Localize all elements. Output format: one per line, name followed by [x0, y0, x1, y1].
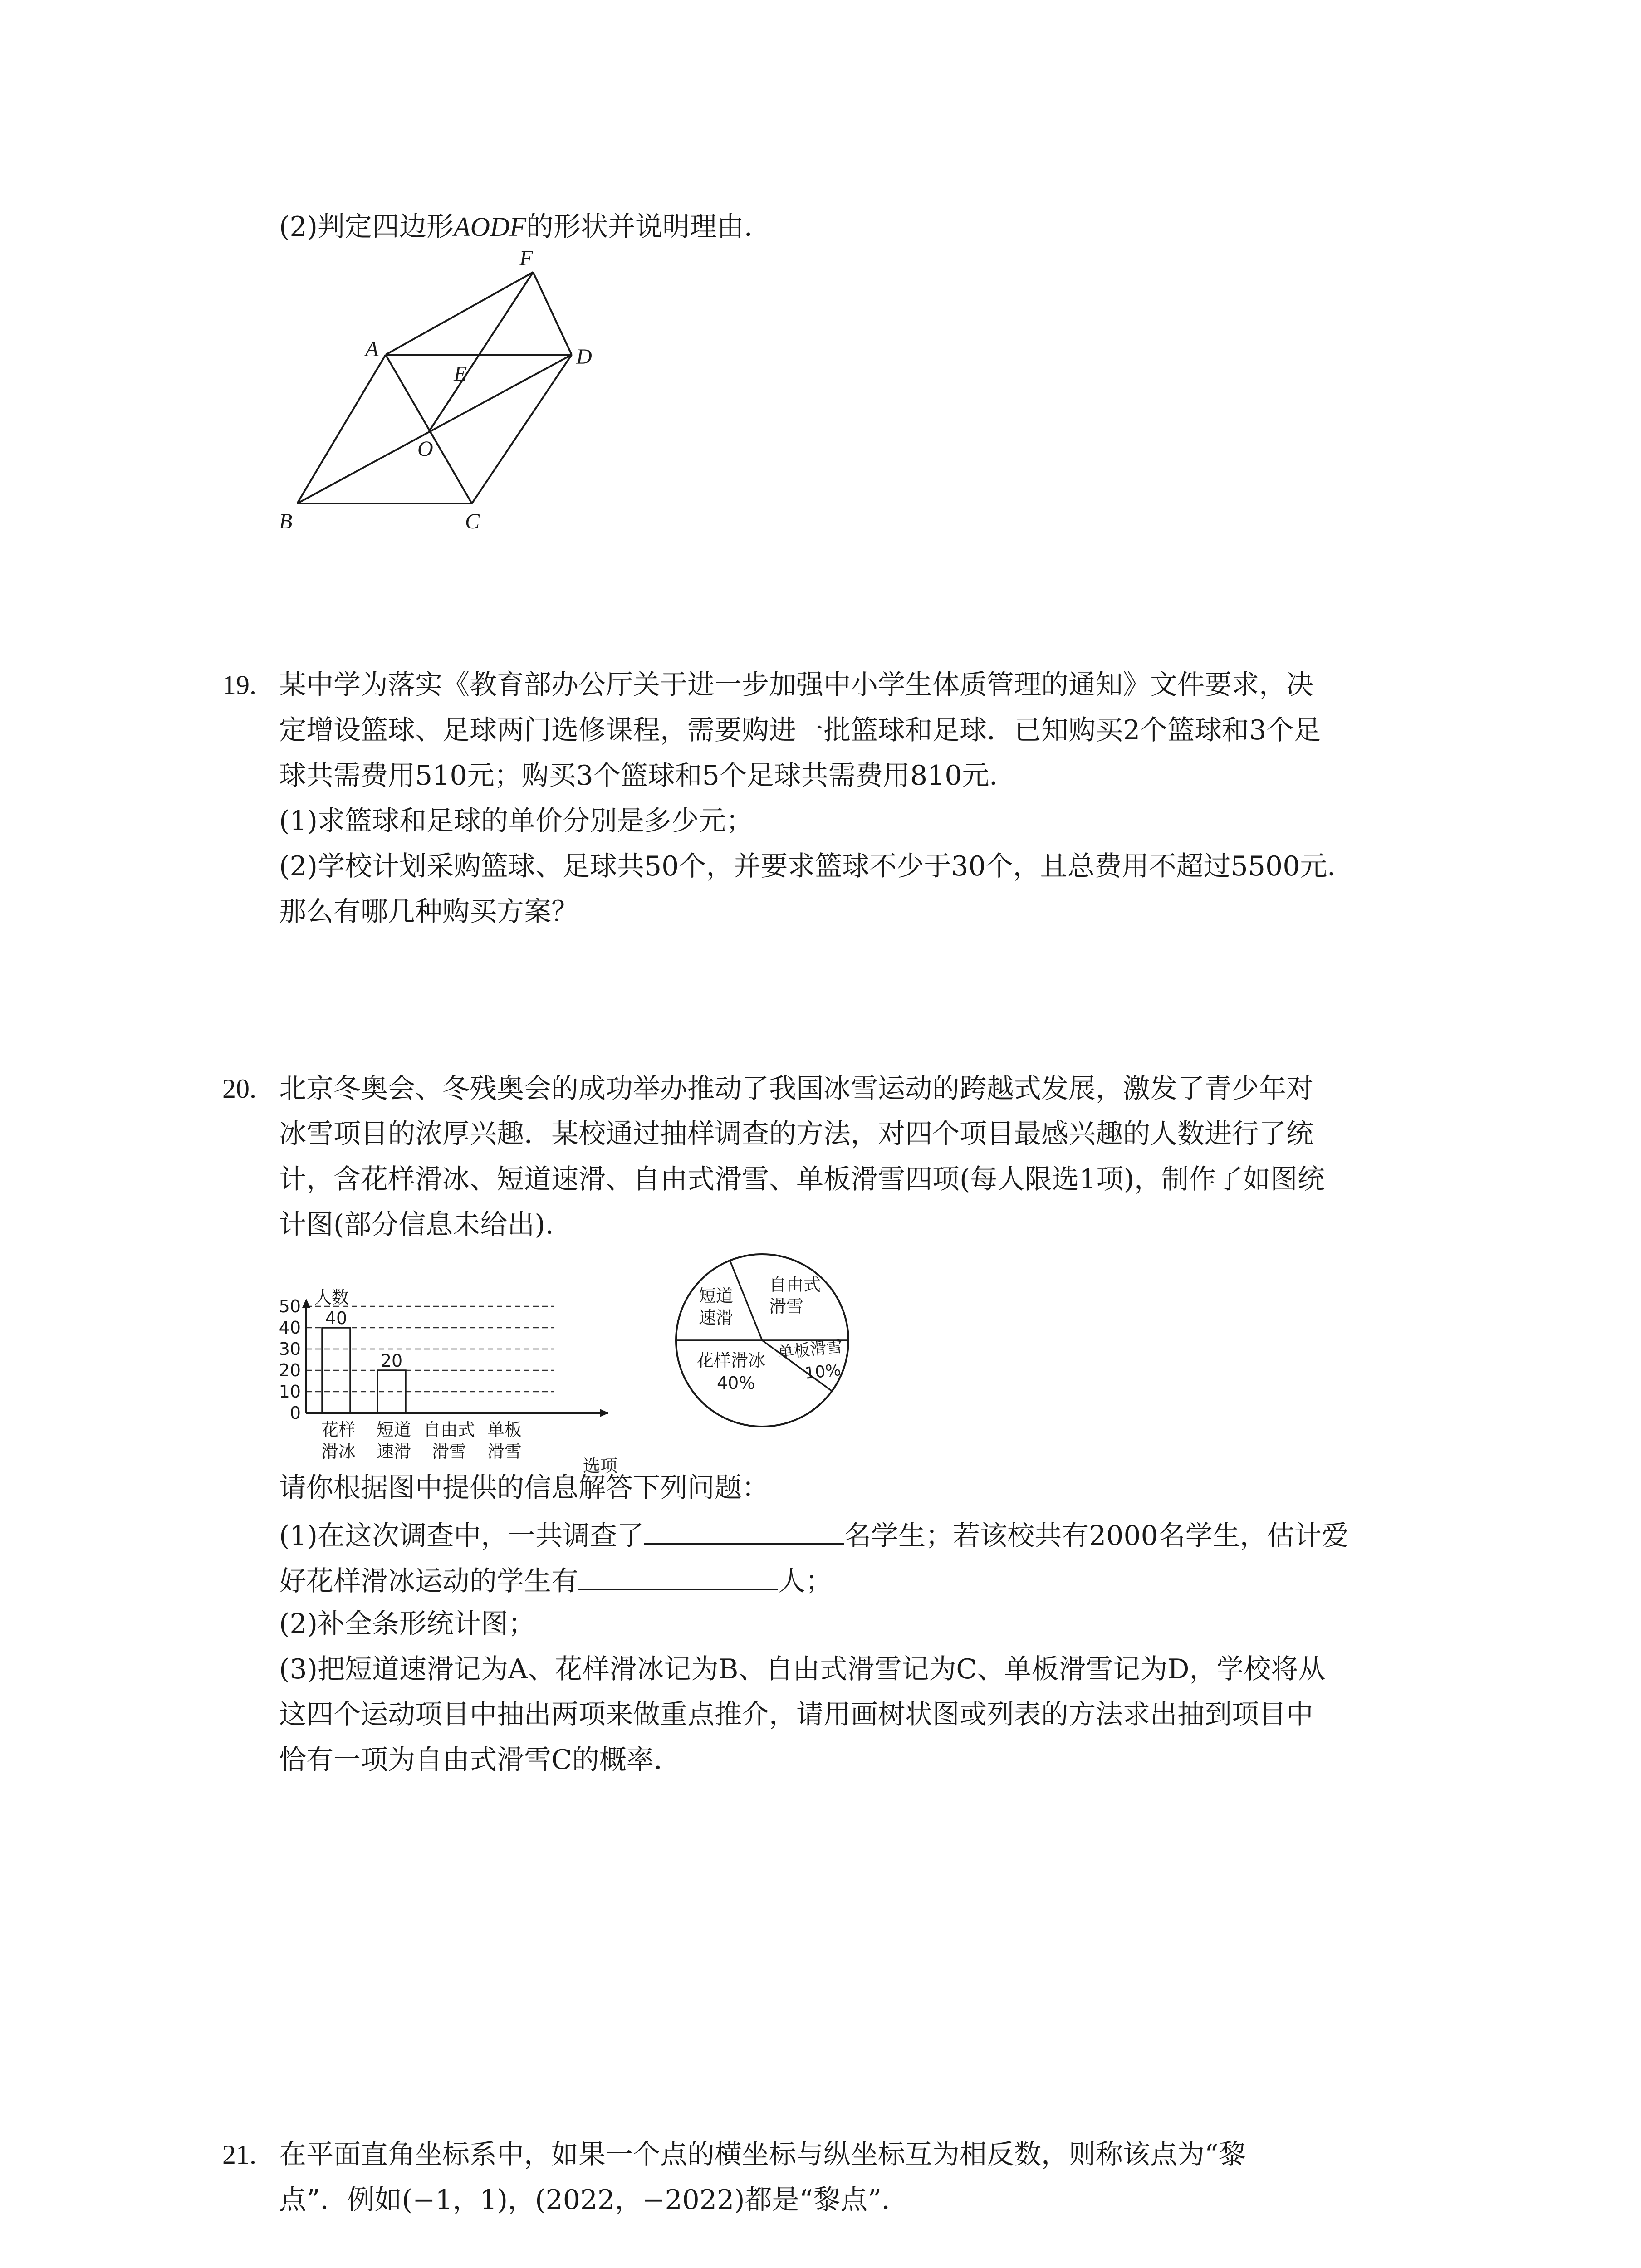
x-tick-label-自由式滑雪-2: 滑雪 [431, 1442, 467, 1461]
y-axis-arrow [302, 1299, 310, 1308]
segment-FD [533, 272, 572, 355]
y-tick-label-40: 40 [279, 1318, 301, 1338]
pie-slice-label-自由式滑雪-1: 自由式 [769, 1275, 821, 1295]
q20-intro: 请你根据图中提供的信息解答下列问题： [279, 1472, 769, 1504]
x-tick-label-花样滑冰-2: 滑冰 [321, 1442, 356, 1461]
x-tick-label-短道速滑-1: 短道 [376, 1420, 411, 1440]
y-tick-label-0: 0 [289, 1403, 301, 1423]
x-axis-arrow [600, 1409, 609, 1417]
x-axis-title: 选项 [583, 1456, 618, 1476]
y-tick-label-30: 30 [279, 1339, 301, 1359]
bar-value-label-短道速滑: 20 [380, 1351, 403, 1371]
segment-BD [297, 355, 572, 503]
q19-number: 19. [222, 670, 256, 700]
q19-part-2: (2)学校计划采购篮球、足球共50个，并要求篮球不少于30个，且总费用不超过5500元． [279, 850, 1355, 882]
q21-number: 21. [222, 2140, 256, 2170]
point-label-F: F [519, 246, 533, 270]
point-label-E: E [454, 362, 467, 386]
q20-number: 20. [222, 1074, 256, 1104]
pie-slice-label-花样滑冰: 花样滑冰 [696, 1350, 766, 1370]
pie-slice-label-短道速滑-2: 速滑 [699, 1308, 734, 1328]
pie-slice-label-单板滑雪: 单板滑雪 [776, 1337, 844, 1363]
q18-part2 [279, 211, 771, 243]
q20-part-1-line-2 [279, 1565, 833, 1595]
x-tick-label-短道速滑-2: 速滑 [376, 1442, 411, 1461]
x-tick-label-单板滑雪-1: 单板 [487, 1420, 522, 1440]
point-label-B: B [279, 509, 293, 533]
pie-boundary-4 [730, 1261, 762, 1340]
point-label-A: A [365, 337, 379, 361]
q19-part-2-cont: 那么有哪几种购买方案？ [279, 896, 578, 928]
q20-pie-chart [653, 1247, 880, 1433]
q20-part-1-line-1 [279, 1520, 1349, 1552]
segment-FO [429, 272, 533, 432]
point-label-D: D [576, 345, 592, 369]
pie-slice-label-短道速滑-1: 短道 [699, 1286, 734, 1306]
answer-blank-total[interactable] [644, 1520, 844, 1545]
q20-line-2: 冰雪项目的浓厚兴趣．某校通过抽样调查的方法，对四个项目最感兴趣的人数进行了统 [279, 1118, 1313, 1150]
pie-slice-label-自由式滑雪-2: 滑雪 [769, 1296, 804, 1316]
y-tick-label-20: 20 [279, 1360, 301, 1380]
q20-part-3-line-1: (3)把短道速滑记为A、花样滑冰记为B、自由式滑雪记为C、单板滑雪记为D，学校将从 [279, 1653, 1326, 1685]
q18-shape-name: AODF [454, 212, 526, 242]
q20-part-1-text-c: 好花样滑冰运动的学生有 [279, 1565, 578, 1597]
q18-geometry-figure [254, 245, 635, 544]
q20-part-1-text-a: (1)在这次调查中，一共调查了 [279, 1520, 644, 1552]
q19-line-1: 某中学为落实《教育部办公厅关于进一步加强中小学生体质管理的通知》文件要求，决 [279, 669, 1313, 701]
x-tick-label-花样滑冰-1: 花样 [321, 1420, 356, 1440]
q20-line-4: 计图(部分信息未给出)． [279, 1209, 573, 1241]
segment-AB [297, 355, 386, 503]
q19-line-3: 球共需费用510元；购买3个篮球和5个足球共需费用810元． [279, 760, 1017, 792]
segment-AF [386, 272, 533, 355]
pie-slice-percent-花样滑冰: 40% [717, 1373, 755, 1393]
q20-line-3: 计，含花样滑冰、短道速滑、自由式滑雪、单板滑雪四项(每人限选1项)，制作了如图统 [279, 1163, 1325, 1195]
x-tick-label-自由式滑雪-1: 自由式 [423, 1420, 475, 1440]
q20-part-1-text-b: 名学生；若该校共有2000名学生，估计爱 [844, 1520, 1349, 1552]
bar-value-label-花样滑冰: 40 [325, 1308, 348, 1328]
pie-slice-percent-单板滑雪: 10% [803, 1360, 842, 1383]
q20-part-1-text-d: 人； [778, 1565, 833, 1597]
q20-part-2: (2)补全条形统计图； [279, 1608, 535, 1640]
q19-line-2: 定增设篮球、足球两门选修课程，需要购进一批篮球和足球．已知购买2个篮球和3个足 [279, 714, 1321, 746]
q18-part2-text: (2)判定四边形 [279, 211, 454, 243]
q19-part-1: (1)求篮球和足球的单价分别是多少元； [279, 805, 753, 837]
y-axis-title: 人数 [314, 1287, 349, 1307]
point-label-C: C [465, 509, 480, 533]
q20-line-1: 北京冬奥会、冬残奥会的成功举办推动了我国冰雪运动的跨越式发展，激发了青少年对 [279, 1073, 1313, 1105]
answer-blank-estimate[interactable] [578, 1565, 778, 1590]
q21-line-1: 在平面直角坐标系中，如果一个点的横坐标与纵坐标互为相反数，则称该点为“黎 [279, 2139, 1246, 2170]
y-tick-label-10: 10 [279, 1382, 301, 1402]
q20-part-3-line-2: 这四个运动项目中抽出两项来做重点推介，请用画树状图或列表的方法求出抽到项目中 [279, 1699, 1313, 1730]
y-tick-label-50: 50 [279, 1296, 301, 1316]
x-tick-label-单板滑雪-2: 滑雪 [487, 1442, 522, 1461]
q21-line-2: 点”．例如(−1，1)，(2022，−2022)都是“黎点”． [279, 2184, 909, 2216]
q20-part-3-line-3: 恰有一项为自由式滑雪C的概率． [279, 1744, 681, 1776]
q20-bar-chart [254, 1261, 644, 1476]
point-label-O: O [417, 437, 433, 461]
q18-part2-tail: 的形状并说明理由． [526, 211, 771, 243]
segment-CD [472, 355, 572, 503]
